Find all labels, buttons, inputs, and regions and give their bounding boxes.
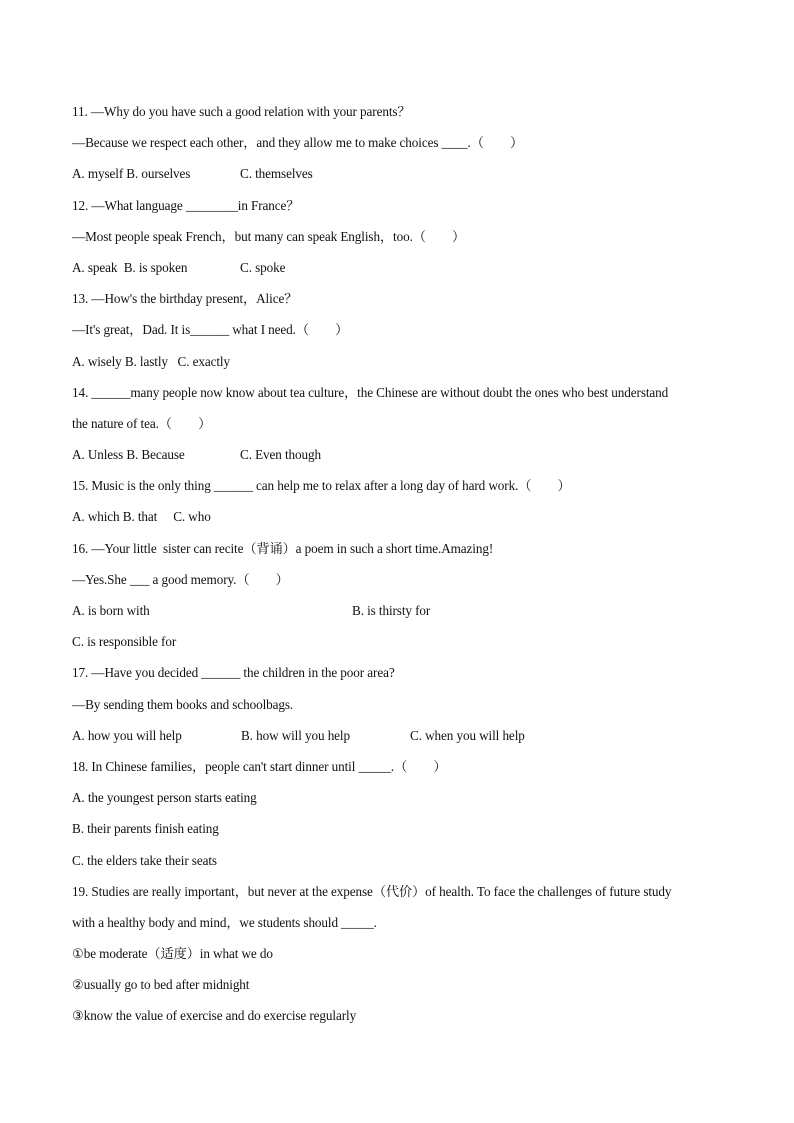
q16-option-c: C. is responsible for	[72, 634, 177, 650]
q12-options-ab: A. speak B. is spoken	[72, 259, 188, 275]
q14-option-c: C. Even though	[240, 447, 322, 463]
q18-option-c: C. the elders take their seats	[72, 852, 217, 868]
q14-options	[72, 439, 732, 470]
q18-stem: 18. In Chinese families，people can't start dinner until _____.（ ）	[72, 758, 447, 774]
q17-option-a: A. how you will help	[72, 727, 182, 743]
q18-option-a: A. the youngest person starts eating	[72, 790, 257, 806]
q14-options-ab: A. Unless B. Because	[72, 447, 185, 463]
q13-options: A. wisely B. lastly C. exactly	[72, 353, 230, 369]
q19-item-3: ③know the value of exercise and do exercise regularly	[72, 1008, 357, 1024]
q12-options	[72, 252, 732, 283]
q14-stem-cont: the nature of tea.（ ）	[72, 415, 212, 431]
q16-options-ab	[72, 595, 732, 626]
q14-stem: 14. ______many people now know about tea culture，the Chinese are without doubt the ones who best understand	[72, 384, 669, 400]
q19-stem: 19. Studies are really important，but never at the expense（代价）of health. To face the challenges of future study	[72, 883, 672, 899]
q16-option-b: B. is thirsty for	[352, 603, 431, 618]
q17-options	[72, 720, 732, 751]
q13-response: —It's great，Dad. It is______ what I need.（ ）	[72, 322, 349, 338]
q19-stem-cont: with a healthy body and mind，we students should _____.	[72, 914, 377, 930]
q13-stem: 13. —How's the birthday present，Alice？	[72, 291, 298, 307]
q11-stem: 11. —Why do you have such a good relation with your parents？	[72, 104, 411, 119]
q12-response: —Most people speak French，but many can speak English，too.（ ）	[72, 228, 466, 244]
q18-option-b: B. their parents finish eating	[72, 821, 219, 837]
q17-option-c: C. when you will help	[410, 727, 525, 743]
q17-option-b: B. how will you help	[241, 727, 350, 743]
q15-options: A. which B. that C. who	[72, 509, 211, 525]
q19-item-2: ②usually go to bed after midnight	[72, 977, 250, 993]
q16-option-a: A. is born with	[72, 603, 150, 618]
q11-option-c: C. themselves	[240, 166, 313, 182]
q17-stem: 17. —Have you decided ______ the children in the poor area?	[72, 665, 395, 681]
q11-options-ab: A. myself B. ourselves	[72, 166, 191, 182]
q15-stem: 15. Music is the only thing ______ can help me to relax after a long day of hard work.（ ）	[72, 478, 571, 494]
q19-item-1: ①be moderate（适度）in what we do	[72, 946, 273, 962]
q16-response: —Yes.She ___ a good memory.（ ）	[72, 571, 289, 587]
question-sheet	[72, 96, 732, 1032]
q11-options	[72, 158, 732, 189]
q17-response: —By sending them books and schoolbags.	[72, 696, 294, 712]
q12-option-c: C. spoke	[240, 259, 286, 275]
q16-stem: 16. —Your little sister can recite（背诵）a poem in such a short time.Amazing!	[72, 540, 494, 556]
q12-stem: 12. —What language ________in France？	[72, 197, 300, 213]
q11-response: —Because we respect each other，and they allow me to make choices ____.（ ）	[72, 135, 524, 151]
